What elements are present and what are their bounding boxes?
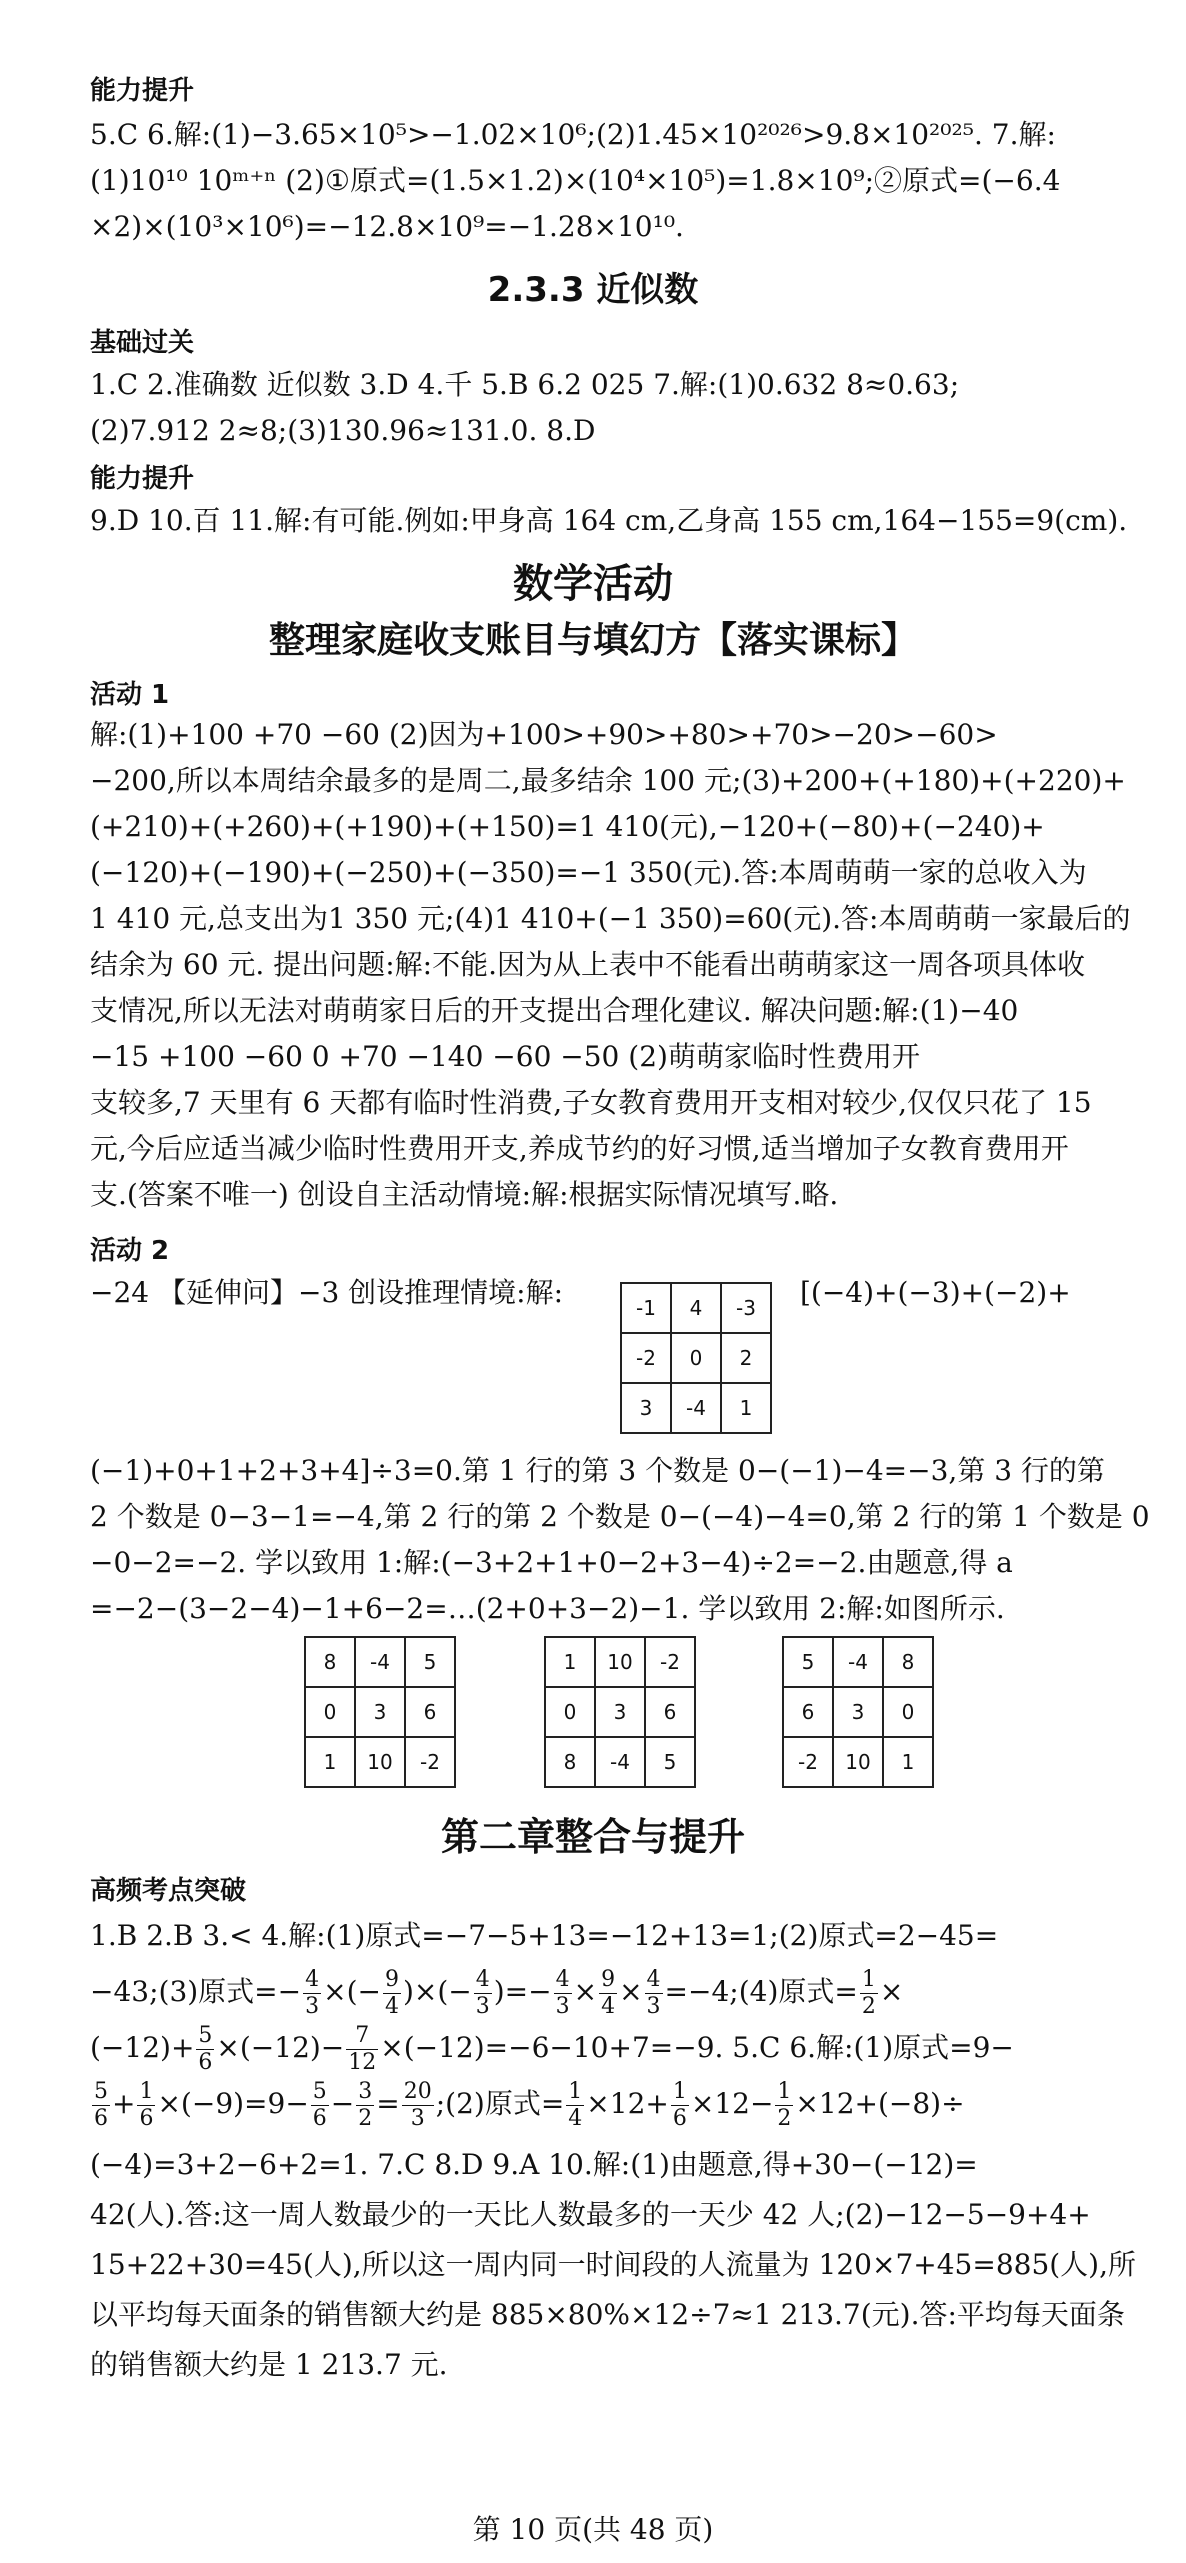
grid-cell: 8 — [305, 1637, 355, 1687]
grid-cell: -4 — [595, 1737, 645, 1787]
text-line: 支情况,所以无法对萌萌家日后的开支提出合理化建议. 解决问题:解:(1)−40 — [90, 994, 1019, 1027]
text-line: 支较多,7 天里有 6 天都有临时性消费,子女教育费用开支相对较少,仅仅只花了 15 — [90, 1086, 1092, 1119]
magic-square-b — [544, 1636, 696, 1788]
text-run: ;(2)原式= — [435, 2087, 565, 2120]
section-heading-ability: 能力提升 — [90, 76, 195, 106]
magic-square-c — [782, 1636, 934, 1788]
text-line: [(−4)+(−3)+(−2)+ — [800, 1276, 1071, 1309]
section-heading-ability-2: 能力提升 — [90, 464, 195, 494]
text-line: 5.C 6.解:(1)−3.65×10⁵>−1.02×10⁶;(2)1.45×10²⁰²⁶>9.8×10²⁰²⁵. 7.解: — [90, 118, 1056, 151]
text-line: ×2)×(10³×10⁶)=−12.8×10⁹=−1.28×10¹⁰. — [90, 210, 684, 243]
chapter-body-rest — [90, 2140, 1137, 2390]
grid-cell: 1 — [883, 1737, 933, 1787]
grid-cell: 8 — [545, 1737, 595, 1787]
text-run: ×(−12)=−6−10+7=−9. 5.C 6.解:(1)原式=9− — [380, 2031, 1014, 2064]
grid-cell: -4 — [833, 1637, 883, 1687]
fraction: $\frac{20}{3}$ — [403, 2079, 432, 2131]
text-run: ×(−12)− — [216, 2031, 345, 2064]
text-run: ×12+(−8)÷ — [795, 2087, 965, 2120]
grid-cell: 6 — [783, 1687, 833, 1737]
text-line: 1.B 2.B 3.< 4.解:(1)原式=−7−5+13=−12+13=1;(2)原式=2−45= — [90, 1919, 999, 1952]
text-line: 1.C 2.准确数 近似数 3.D 4.千 5.B 6.2 025 7.解:(1)0.632 8≈0.63; — [90, 368, 960, 401]
text-line: (−4)=3+2−6+2=1. 7.C 8.D 9.A 10.解:(1)由题意,得+30−(−12)= — [90, 2148, 978, 2181]
fraction: $\frac{4}{3}$ — [305, 1967, 320, 2019]
grid-cell: 10 — [833, 1737, 883, 1787]
text-run: × — [573, 1975, 598, 2008]
text-run: + — [112, 2087, 136, 2120]
grid-cell: -2 — [783, 1737, 833, 1787]
section233-basic-body — [90, 362, 1100, 454]
chapter-title: 第二章整合与提升 — [440, 1815, 745, 1859]
text-line: 1 410 元,总支出为1 350 元;(4)1 410+(−1 350)=60(元).答:本周萌萌一家最后的 — [90, 902, 1131, 935]
chapter-heading: 高频考点突破 — [90, 1876, 247, 1906]
grid-cell: 5 — [405, 1637, 455, 1687]
fraction: $\frac{3}{2}$ — [358, 2079, 373, 2131]
grid-cell: 0 — [671, 1333, 721, 1383]
fraction: $\frac{9}{4}$ — [384, 1967, 399, 2019]
grid-cell: 3 — [595, 1687, 645, 1737]
fraction: $\frac{1}{2}$ — [861, 1967, 876, 2019]
text-line-fractions — [90, 2020, 1100, 2076]
text-line: 元,今后应适当减少临时性费用开支,养成节约的好习惯,适当增加子女教育费用开 — [90, 1132, 1069, 1165]
grid-cell: 1 — [305, 1737, 355, 1787]
fraction: $\frac{4}{3}$ — [555, 1967, 570, 2019]
text-line: −0−2=−2. 学以致用 1:解:(−3+2+1+0−2+3−4)÷2=−2.由题意,得 a — [90, 1546, 1013, 1579]
fraction: $\frac{4}{3}$ — [475, 1967, 490, 2019]
text-line: −15 +100 −60 0 +70 −140 −60 −50 (2)萌萌家临时性费用开 — [90, 1040, 920, 1073]
activity2-heading: 活动 2 — [90, 1236, 170, 1266]
activity2-line-left — [90, 1270, 610, 1316]
magic-square-main — [620, 1282, 772, 1434]
fraction: $\frac{1}{6}$ — [672, 2079, 687, 2131]
section-heading-basic: 基础过关 — [90, 328, 195, 358]
text-run: =−4;(4)原式= — [664, 1975, 858, 2008]
grid-cell: -2 — [405, 1737, 455, 1787]
text-run: ×(− — [323, 1975, 381, 2008]
fraction: $\frac{5}{6}$ — [312, 2079, 327, 2131]
text-run: (−12)+ — [90, 2031, 195, 2064]
text-run: ×12− — [690, 2087, 774, 2120]
fraction: $\frac{4}{3}$ — [646, 1967, 661, 2019]
grid-cell: 0 — [545, 1687, 595, 1737]
section1-body — [90, 112, 1100, 250]
text-run: ×(−9)=9− — [157, 2087, 309, 2120]
fraction: $\frac{5}{6}$ — [94, 2079, 108, 2131]
text-line: 结余为 60 元. 提出问题:解:不能.因为从上表中不能看出萌萌家这一周各项具体收 — [90, 948, 1086, 981]
activity2-line-right — [800, 1270, 1100, 1316]
grid-cell: 1 — [721, 1383, 771, 1433]
text-line-fractions — [90, 2076, 1100, 2132]
grid-cell: 6 — [645, 1687, 695, 1737]
section-title-233: 2.3.3 近似数 — [487, 270, 699, 310]
fraction: $\frac{1}{4}$ — [568, 2079, 583, 2131]
grid-cell: 3 — [355, 1687, 405, 1737]
magic-square-a — [304, 1636, 456, 1788]
grid-cell: 6 — [405, 1687, 455, 1737]
text-line: 42(人).答:这一周人数最少的一天比人数最多的一天少 42 人;(2)−12−5−9+4+ — [90, 2198, 1091, 2231]
text-line: 支.(答案不唯一) 创设自主活动情境:解:根据实际情况填写.略. — [90, 1178, 839, 1211]
grid-cell: 0 — [305, 1687, 355, 1737]
grid-cell: 10 — [355, 1737, 405, 1787]
activity2-body — [90, 1448, 1150, 1632]
activity-title: 数学活动 — [513, 561, 673, 607]
grid-cell: 1 — [545, 1637, 595, 1687]
text-line: 15+22+30=45(人),所以这一周内同一时间段的人流量为 120×7+45=885(人),所 — [90, 2248, 1137, 2281]
text-run: × — [879, 1975, 904, 2008]
chapter-body — [90, 1908, 1100, 2132]
text-run: = — [376, 2087, 400, 2120]
activity1-heading: 活动 1 — [90, 680, 170, 710]
text-run: ×12+ — [586, 2087, 669, 2120]
grid-cell: 3 — [833, 1687, 883, 1737]
text-run: × — [619, 1975, 643, 2008]
fraction: $\frac{1}{2}$ — [777, 2079, 792, 2131]
grid-cell: 5 — [645, 1737, 695, 1787]
fraction: $\frac{5}{6}$ — [198, 2023, 213, 2075]
grid-cell: 0 — [883, 1687, 933, 1737]
text-line: 2 个数是 0−3−1=−4,第 2 行的第 2 个数是 0−(−4)−4=0,第 2 行的第 1 个数是 0 — [90, 1500, 1150, 1533]
grid-cell: -4 — [355, 1637, 405, 1687]
grid-cell: 5 — [783, 1637, 833, 1687]
text-line: −200,所以本周结余最多的是周二,最多结余 100 元;(3)+200+(+180)+(+220)+ — [90, 764, 1126, 797]
text-line: (−1)+0+1+2+3+4]÷3=0.第 1 行的第 3 个数是 0−(−1)−4=−3,第 3 行的第 — [90, 1454, 1105, 1487]
text-line: (−120)+(−190)+(−250)+(−350)=−1 350(元).答:本周萌萌一家的总收入为 — [90, 856, 1087, 889]
fraction: $\frac{1}{6}$ — [139, 2079, 154, 2131]
text-line: 以平均每天面条的销售额大约是 885×80%×12÷7≈1 213.7(元).答:平均每天面条 — [90, 2298, 1125, 2331]
grid-cell: 10 — [595, 1637, 645, 1687]
text-line: (2)7.912 2≈8;(3)130.96≈131.0. 8.D — [90, 414, 596, 447]
grid-cell: -1 — [621, 1283, 671, 1333]
grid-cell: 3 — [621, 1383, 671, 1433]
text-run: )×(− — [402, 1975, 472, 2008]
activity-subtitle: 整理家庭收支账目与填幻方【落实课标】 — [268, 620, 917, 661]
page-footer: 第 10 页(共 48 页) — [472, 2513, 714, 2546]
grid-cell: -3 — [721, 1283, 771, 1333]
grid-cell: 8 — [883, 1637, 933, 1687]
grid-cell: -2 — [621, 1333, 671, 1383]
text-line: =−2−(3−2−4)−1+6−2=…(2+0+3−2)−1. 学以致用 2:解:如图所示. — [90, 1592, 1005, 1625]
text-line: (1)10¹⁰ 10ᵐ⁺ⁿ (2)①原式=(1.5×1.2)×(10⁴×10⁵)=1.8×10⁹;②原式=(−6.4 — [90, 164, 1061, 197]
grid-cell: 4 — [671, 1283, 721, 1333]
activity1-body — [90, 712, 1131, 1218]
text-line: 解:(1)+100 +70 −60 (2)因为+100>+90>+80>+70>−20>−60> — [90, 718, 998, 751]
text-run: −43;(3)原式=− — [90, 1975, 302, 2008]
text-line: 9.D 10.百 11.解:有可能.例如:甲身高 164 cm,乙身高 155 cm,164−155=9(cm). — [90, 504, 1128, 537]
text-run: − — [330, 2087, 355, 2120]
text-line: 的销售额大约是 1 213.7 元. — [90, 2348, 448, 2381]
fraction: $\frac{9}{4}$ — [601, 1967, 616, 2019]
text-line: −24 【延伸问】−3 创设推理情境:解: — [90, 1276, 564, 1309]
fraction: $\frac{7}{12}$ — [348, 2023, 377, 2075]
grid-cell: 2 — [721, 1333, 771, 1383]
text-line: (+210)+(+260)+(+190)+(+150)=1 410(元),−120+(−80)+(−240)+ — [90, 810, 1045, 843]
text-run: )=− — [493, 1975, 552, 2008]
section233-ability-body — [90, 498, 1128, 544]
grid-cell: -4 — [671, 1383, 721, 1433]
grid-cell: -2 — [645, 1637, 695, 1687]
text-line-fractions — [90, 1964, 1100, 2020]
